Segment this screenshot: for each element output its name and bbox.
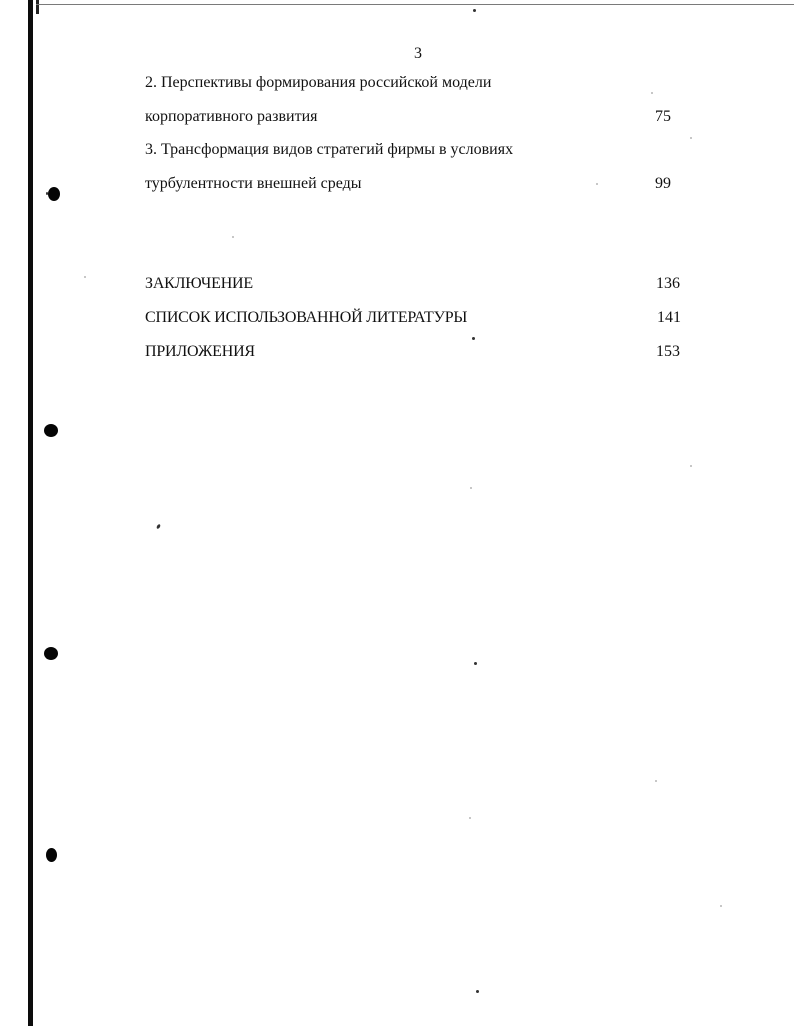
scan-speck	[473, 9, 476, 12]
scan-speck	[474, 662, 477, 665]
toc-item-2-page: 75	[655, 108, 671, 125]
scan-left-border	[28, 0, 33, 1026]
toc-conclusion-page: 136	[656, 275, 680, 292]
toc-conclusion-label: ЗАКЛЮЧЕНИЕ	[145, 275, 253, 292]
punch-hole-mark	[44, 647, 58, 660]
punch-hole-mark	[46, 848, 57, 862]
toc-item-2-line-2: корпоративного развития	[145, 108, 318, 125]
toc-bibliography-page: 141	[657, 309, 681, 326]
scan-corner-mark	[36, 0, 39, 14]
page-number: 3	[414, 45, 422, 62]
scan-speck	[84, 276, 86, 278]
toc-appendices-label: ПРИЛОЖЕНИЯ	[145, 343, 255, 360]
scan-speck	[470, 487, 472, 489]
scan-top-border	[36, 4, 794, 5]
toc-item-3-line-1: 3. Трансформация видов стратегий фирмы в условиях	[145, 141, 514, 158]
scan-speck	[472, 337, 475, 340]
toc-appendices-page: 153	[656, 343, 680, 360]
scan-speck	[690, 465, 692, 467]
scan-speck	[232, 236, 234, 238]
scan-speck	[655, 780, 657, 782]
punch-hole-mark	[48, 187, 60, 201]
scan-speck	[156, 524, 161, 530]
toc-bibliography-label: СПИСОК ИСПОЛЬЗОВАННОЙ ЛИТЕРАТУРЫ	[145, 309, 468, 326]
toc-item-2-line-1: 2. Перспективы формирования российской модели	[145, 74, 492, 91]
scan-speck	[720, 905, 722, 907]
toc-item-3-page: 99	[655, 175, 671, 192]
scan-speck	[690, 137, 692, 139]
scan-speck	[46, 192, 48, 195]
toc-item-3-line-2: турбулентности внешней среды	[145, 175, 362, 192]
scan-speck	[469, 817, 471, 819]
punch-hole-mark	[44, 424, 58, 437]
scan-speck	[651, 92, 653, 94]
scan-speck	[476, 990, 479, 993]
scan-speck	[596, 183, 598, 185]
